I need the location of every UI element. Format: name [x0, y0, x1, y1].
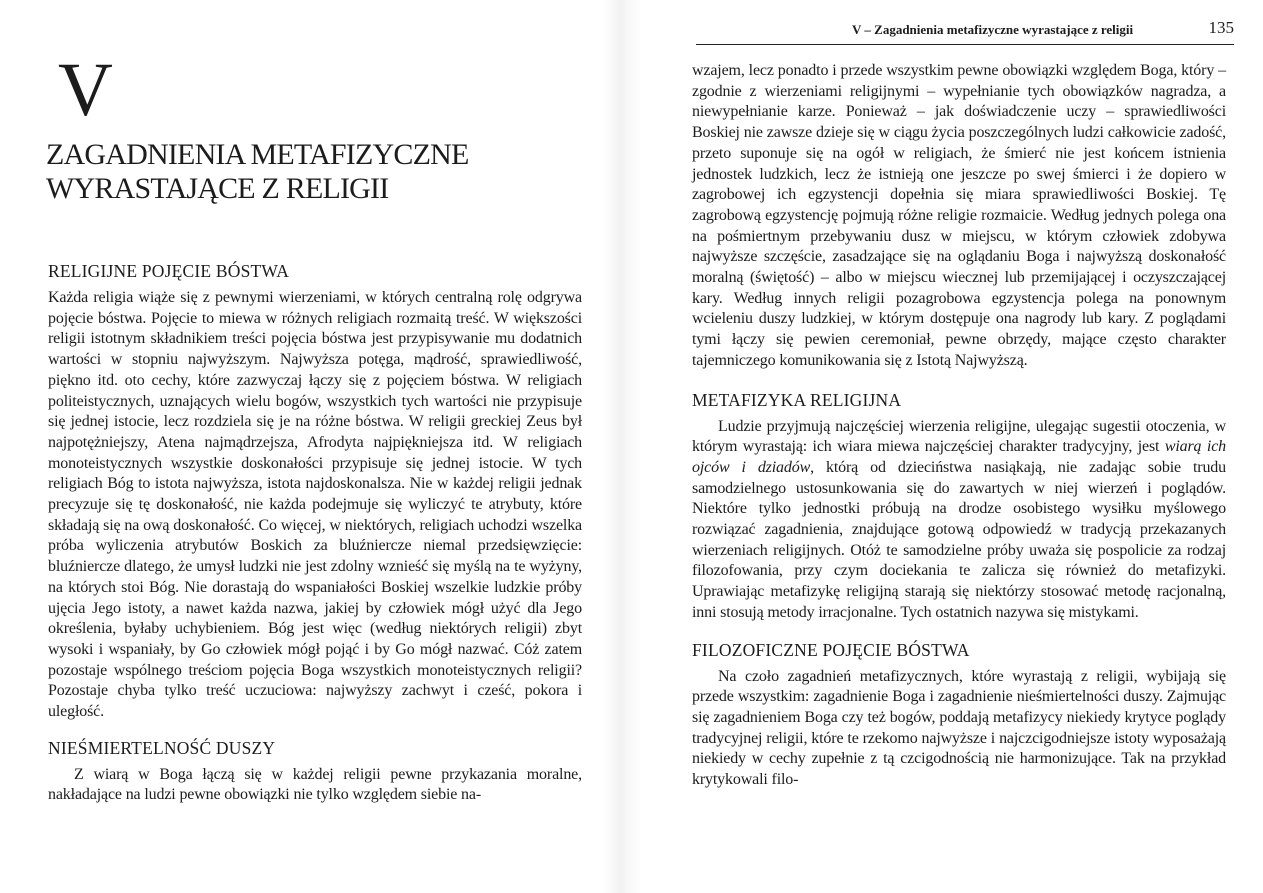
- running-head: [696, 18, 1234, 45]
- paragraph-niesmiertelnosc: Z wiarą w Boga łączą się w każdej religii pewne przykazania moralne, nakładające na ludzi pewne obowiązki nie tylko względem siebie na-: [48, 765, 582, 804]
- chapter-number: V: [58, 48, 113, 132]
- paragraph-metafizyka: [692, 417, 1226, 624]
- paragraph-filozoficzne: Na czoło zagadnień metafizycznych, które wyrastają z religii, wybijają się przede wszystkim: zagadnienie Boga i zagadnienie nieśmiertelności duszy. Zajmując się zagadnieniem Boga czy też bogów, poddają metafizycy niekiedy krytyce poglądy tradycyjnej religii, które te rzekomo najwyższe i najczcigodniejsze istoty wyposażają niekiedy w cechy zupełnie z tą czcigodnością nie harmonizujące. Tak na przykład krytykowali filo-: [692, 667, 1226, 789]
- page-number: 135: [1208, 18, 1234, 37]
- section-heading-niesmiertelnosc: NIEŚMIERTELNOŚĆ DUSZY: [48, 737, 276, 758]
- section-heading-filozoficzne: FILOZOFICZNE POJĘCIE BÓSTWA: [692, 639, 970, 660]
- section-heading-metafizyka: METAFIZYKA RELIGIJNA: [692, 389, 902, 410]
- book-gutter: [604, 0, 642, 893]
- section-heading-religijne-pojecie: RELIGIJNE POJĘCIE BÓSTWA: [48, 261, 290, 281]
- left-text-column: [48, 260, 582, 806]
- metafizyka-italic-phrase: wiarą ich ojców i dziadów: [692, 438, 1226, 476]
- metafizyka-text-part-2: , którą od dzieciństwa nasiąkają, nie zadając sobie trudu samodzielnego ustosunkowania się do zawartych w niej wierzeń i poglądów. Niektóre tylko jednostki próbują na drodze osobistego wysiłku myślowego rozwiązać zagadnienia, znajdujące gotową odpowiedź w tradycją przekazanych wierzeniach religijnych. Otóż te samodzielne próby uważa się pospolicie za rodzaj filozofowania, przy czym dociekania te zalicza się również do metafizyki. Uprawiając metafizykę religijną starają się niektórzy stosować metodę racjonalną, inni stosują metody irracjonalne. Tych ostatnich nazywa się mistykami.: [692, 458, 1226, 621]
- chapter-title-line-2: WYRASTAJĄCE Z RELIGII: [46, 172, 389, 205]
- paragraph-religijne-pojecie: Każda religia wiąże się z pewnymi wierzeniami, w których centralną rolę odgrywa pojęcie bóstwa. Pojęcie to miewa w różnych religiach rozmaitą treść. W większości religii istotnym składnikiem treści pojęcia bóstwa jest przypisywanie mu dodatnich wartości w stopniu najwyższym. Najwyższa potęga, mądrość, sprawiedliwość, piękno itd. oto cechy, które zazwyczaj łączy się z pojęciem bóstwa. W religiach politeistycznych, uznających wielu bogów, wszystkich tych wartości nie przypisuje się jednej istocie, lecz rozdziela się je na różne bóstwa. W religii greckiej Zeus był najpotężniejszy, Atena najmądrzejsza, Afrodyta najpiękniejsza itd. W religiach monoteistycznych wszystkie doskonałości przypisuje się jednej istocie. W tych religiach Bóg to istota najwyższa, istota najdoskonalsza. Nie w każdej religii jednak precyzuje się tę doskonałość, nie każda podejmuje się wyliczyć te atrybuty, które składają się na ową doskonałość. Co więcej, w niektórych, religiach uchodzi wszelka próba wyliczenia atrybutów Boskich za bluźniercze niemal przedsięwzięcie: bluźniercze dlatego, że umysł ludzki nie jest zdolny wznieść się myślą na te wyżyny, na których stoi Bóg. Nie dorastają do wspaniałości Boskiej wszelkie ludzkie próby ujęcia Jego istoty, a nawet każda nazwa, jakiej by człowiek mógł użyć dla Jego określenia, byłaby uchybieniem. Bóg jest więc (według niektórych religii) zbyt wysoki i wspaniały, by Go człowiek mógł pojąć i by Go mógł nazwać. Cóż zatem pozostaje wspólnego treściom pojęcia Boga wszystkich monoteistycznych religii? Pozostaje chyba tylko treść uczuciowa: najwyższy zachwyt i cześć, pokora i uległość.: [48, 289, 582, 721]
- right-page: [646, 0, 1246, 893]
- right-text-column: [692, 61, 1226, 791]
- running-head-title: V – Zagadnienia metafizyczne wyrastające z religii: [852, 22, 1134, 37]
- metafizyka-text-part-1: Ludzie przyjmują najczęściej wierzenia religijne, ulegając sugestii otoczenia, w którym wyrastają: ich wiara miewa najczęściej charakter tradycyjny, jest: [692, 417, 1226, 456]
- chapter-title: [46, 138, 566, 206]
- chapter-title-line-1: ZAGADNIENIA METAFIZYCZNE: [46, 138, 469, 171]
- left-page: [0, 0, 600, 893]
- paragraph-continuation: wzajem, lecz ponadto i przede wszystkim pewne obowiązki względem Boga, który – zgodnie z wierzeniami religijnymi – wypełnianie tych obowiązków nagradza, a niewypełnianie karze. Ponieważ – jak doświadczenie uczy – sprawiedliwości Boskiej nie zawsze dzieje się w ciągu życia poszczególnych ludzi całkowicie zadość, przeto suponuje się na ogół w religiach, że śmierć nie jest końcem istnienia jednostek ludzkich, lecz że istnieją one jeszcze po swej śmierci i że dopiero w zagrobowej ich egzystencji dopełnia się miara sprawiedliwości Boskiej. Tę zagrobową egzystencję pojmują różne religie rozmaicie. Według jednych polega ona na pośmiertnym przebywaniu dusz w miejscu, w którym człowiek zdobywa najwyższe szczęście, zasadzające się na oglądaniu Boga i najwyższą doskonałość moralną (świętość) – albo w miejscu wiecznej lub przemijającej i oczyszczającej kary. Według innych religii pozagrobowa egzystencja polega na ponownym wcieleniu duszy ludzkiej, w którym dostępuje ona nagrody lub kary. Z poglądami tymi łączy się pewien ceremoniał, pewne obrzędy, mające często charakter tajemniczego komunikowania się z Istotą Najwyższą.: [692, 62, 1226, 369]
